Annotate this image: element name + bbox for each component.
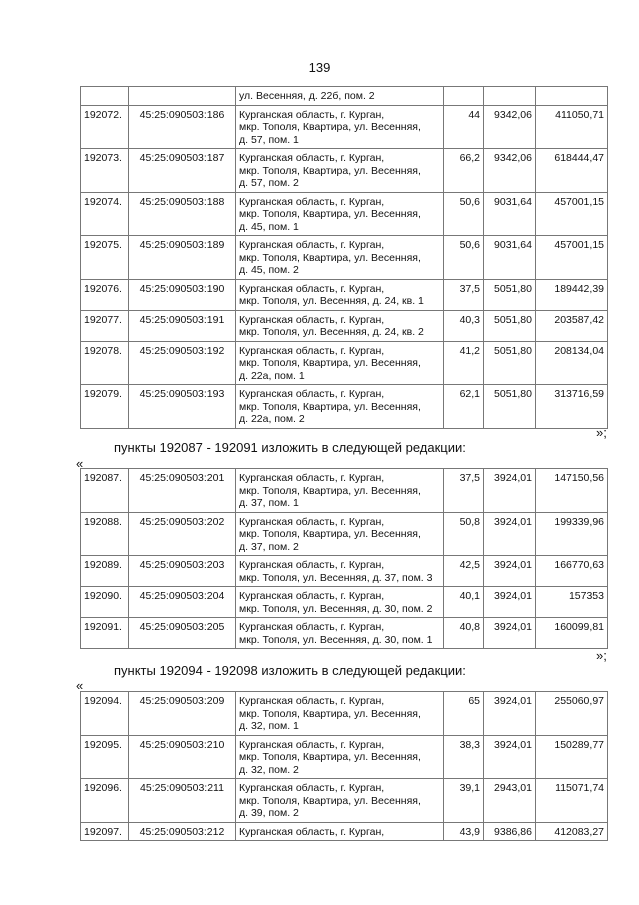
address-cell: Курганская область, г. Курган, мкр. Тополя, Квартира, ул. Весенняя, д. 57, пом. 2 [236, 149, 444, 193]
cadastral-number-cell: 45:25:090503:203 [129, 556, 236, 587]
cell-empty [484, 87, 536, 106]
cadastral-value-cell: 115071,74 [536, 779, 608, 823]
address-cell: Курганская область, г. Курган, мкр. Тополя, ул. Весенняя, д. 30, пом. 1 [236, 618, 444, 649]
table-row [81, 512, 608, 556]
table-row [81, 587, 608, 618]
cadastral-value-cell: 199339,96 [536, 512, 608, 556]
table-row [81, 105, 608, 149]
cell-empty [444, 87, 484, 106]
address-cell: Курганская область, г. Курган, мкр. Тополя, Квартира, ул. Весенняя, д. 45, пом. 1 [236, 192, 444, 236]
table-row [81, 822, 608, 841]
cadastral-number-cell: 45:25:090503:210 [129, 735, 236, 779]
unit-value-cell: 3924,01 [484, 587, 536, 618]
address-cell: Курганская область, г. Курган, мкр. Тополя, ул. Весенняя, д. 24, кв. 2 [236, 310, 444, 341]
row-number-cell: 192094. [81, 692, 129, 736]
cadastral-number-cell: 45:25:090503:209 [129, 692, 236, 736]
cadastral-value-cell: 618444,47 [536, 149, 608, 193]
cadastral-number-cell: 45:25:090503:190 [129, 279, 236, 310]
unit-value-cell: 3924,01 [484, 512, 536, 556]
cadastral-value-cell: 313716,59 [536, 385, 608, 429]
closing-quote: »; [596, 648, 607, 663]
cadastral-number-cell: 45:25:090503:188 [129, 192, 236, 236]
row-number-cell: 192091. [81, 618, 129, 649]
row-number-cell: 192089. [81, 556, 129, 587]
cadastral-value-cell: 147150,56 [536, 469, 608, 513]
area-cell: 50,6 [444, 236, 484, 280]
cadastral-value-cell: 411050,71 [536, 105, 608, 149]
unit-value-cell: 3924,01 [484, 735, 536, 779]
cadastral-value-cell: 150289,77 [536, 735, 608, 779]
page-number: 139 [308, 60, 331, 75]
address-cell: ул. Весенняя, д. 22б, пом. 2 [236, 87, 444, 106]
address-cell: Курганская область, г. Курган, мкр. Тополя, Квартира, ул. Весенняя, д. 45, пом. 2 [236, 236, 444, 280]
row-number-cell: 192075. [81, 236, 129, 280]
cadastral-number-cell: 45:25:090503:205 [129, 618, 236, 649]
area-cell: 39,1 [444, 779, 484, 823]
row-number-cell: 192095. [81, 735, 129, 779]
address-cell: Курганская область, г. Курган, мкр. Тополя, Квартира, ул. Весенняя, д. 32, пом. 2 [236, 735, 444, 779]
unit-value-cell: 5051,80 [484, 310, 536, 341]
row-number-cell: 192073. [81, 149, 129, 193]
row-number-cell: 192090. [81, 587, 129, 618]
table-row [81, 735, 608, 779]
opening-quote: « [76, 678, 84, 693]
address-cell: Курганская область, г. Курган, мкр. Тополя, Квартира, ул. Весенняя, д. 22а, пом. 1 [236, 341, 444, 385]
area-cell: 40,8 [444, 618, 484, 649]
unit-value-cell: 3924,01 [484, 556, 536, 587]
row-number-cell: 192087. [81, 469, 129, 513]
address-cell: Курганская область, г. Курган, мкр. Тополя, Квартира, ул. Весенняя, д. 39, пом. 2 [236, 779, 444, 823]
area-cell: 40,3 [444, 310, 484, 341]
unit-value-cell: 5051,80 [484, 341, 536, 385]
address-cell: Курганская область, г. Курган, мкр. Тополя, Квартира, ул. Весенняя, д. 22а, пом. 2 [236, 385, 444, 429]
row-number-cell: 192076. [81, 279, 129, 310]
registry-table-2 [80, 468, 608, 649]
unit-value-cell: 9342,06 [484, 105, 536, 149]
address-cell: Курганская область, г. Курган, мкр. Тополя, Квартира, ул. Весенняя, д. 37, пом. 1 [236, 469, 444, 513]
registry-table-3 [80, 691, 608, 841]
cadastral-value-cell: 160099,81 [536, 618, 608, 649]
area-cell: 44 [444, 105, 484, 149]
unit-value-cell: 2943,01 [484, 779, 536, 823]
cadastral-value-cell: 208134,04 [536, 341, 608, 385]
cadastral-number-cell: 45:25:090503:201 [129, 469, 236, 513]
row-number-cell: 192074. [81, 192, 129, 236]
amendment-instruction: пункты 192087 - 192091 изложить в следующей редакции: [114, 440, 466, 455]
cadastral-number-cell: 45:25:090503:193 [129, 385, 236, 429]
address-cell: Курганская область, г. Курган, мкр. Тополя, ул. Весенняя, д. 24, кв. 1 [236, 279, 444, 310]
area-cell: 43,9 [444, 822, 484, 841]
cadastral-value-cell: 412083,27 [536, 822, 608, 841]
area-cell: 62,1 [444, 385, 484, 429]
cadastral-value-cell: 255060,97 [536, 692, 608, 736]
table-row [81, 192, 608, 236]
cadastral-number-cell: 45:25:090503:202 [129, 512, 236, 556]
cadastral-number-cell: 45:25:090503:211 [129, 779, 236, 823]
row-number-cell: 192079. [81, 385, 129, 429]
cadastral-value-cell: 457001,15 [536, 236, 608, 280]
address-cell: Курганская область, г. Курган, мкр. Тополя, ул. Весенняя, д. 30, пом. 2 [236, 587, 444, 618]
cadastral-number-cell: 45:25:090503:204 [129, 587, 236, 618]
cadastral-number-cell: 45:25:090503:186 [129, 105, 236, 149]
address-cell: Курганская область, г. Курган, мкр. Тополя, ул. Весенняя, д. 37, пом. 3 [236, 556, 444, 587]
cadastral-number-cell: 45:25:090503:191 [129, 310, 236, 341]
cell-empty [81, 87, 129, 106]
cadastral-value-cell: 203587,42 [536, 310, 608, 341]
cell-empty [536, 87, 608, 106]
cadastral-value-cell: 457001,15 [536, 192, 608, 236]
row-number-cell: 192078. [81, 341, 129, 385]
area-cell: 50,8 [444, 512, 484, 556]
address-cell: Курганская область, г. Курган, [236, 822, 444, 841]
table-row [81, 279, 608, 310]
unit-value-cell: 3924,01 [484, 618, 536, 649]
row-number-cell: 192072. [81, 105, 129, 149]
table-row [81, 779, 608, 823]
area-cell: 42,5 [444, 556, 484, 587]
table-row [81, 236, 608, 280]
table-row [81, 310, 608, 341]
address-cell: Курганская область, г. Курган, мкр. Тополя, Квартира, ул. Весенняя, д. 57, пом. 1 [236, 105, 444, 149]
table-row [81, 341, 608, 385]
table-row [81, 618, 608, 649]
address-cell: Курганская область, г. Курган, мкр. Тополя, Квартира, ул. Весенняя, д. 37, пом. 2 [236, 512, 444, 556]
opening-quote: « [76, 456, 84, 471]
unit-value-cell: 9342,06 [484, 149, 536, 193]
row-number-cell: 192088. [81, 512, 129, 556]
table-row [81, 469, 608, 513]
table-row [81, 556, 608, 587]
area-cell: 66,2 [444, 149, 484, 193]
cadastral-value-cell: 166770,63 [536, 556, 608, 587]
cadastral-number-cell: 45:25:090503:187 [129, 149, 236, 193]
amendment-instruction: пункты 192094 - 192098 изложить в следующей редакции: [114, 663, 466, 678]
area-cell: 38,3 [444, 735, 484, 779]
unit-value-cell: 3924,01 [484, 692, 536, 736]
area-cell: 40,1 [444, 587, 484, 618]
cadastral-number-cell: 45:25:090503:212 [129, 822, 236, 841]
area-cell: 37,5 [444, 279, 484, 310]
unit-value-cell: 9031,64 [484, 236, 536, 280]
table-row-fragment [81, 87, 608, 106]
registry-table-1 [80, 86, 608, 429]
area-cell: 65 [444, 692, 484, 736]
row-number-cell: 192096. [81, 779, 129, 823]
area-cell: 37,5 [444, 469, 484, 513]
unit-value-cell: 9031,64 [484, 192, 536, 236]
unit-value-cell: 5051,80 [484, 279, 536, 310]
closing-quote: »; [596, 425, 607, 440]
row-number-cell: 192077. [81, 310, 129, 341]
unit-value-cell: 3924,01 [484, 469, 536, 513]
table-row [81, 385, 608, 429]
table-row [81, 149, 608, 193]
cadastral-value-cell: 157353 [536, 587, 608, 618]
address-cell: Курганская область, г. Курган, мкр. Тополя, Квартира, ул. Весенняя, д. 32, пом. 1 [236, 692, 444, 736]
cell-empty [129, 87, 236, 106]
cadastral-number-cell: 45:25:090503:189 [129, 236, 236, 280]
area-cell: 50,6 [444, 192, 484, 236]
table-row [81, 692, 608, 736]
area-cell: 41,2 [444, 341, 484, 385]
cadastral-number-cell: 45:25:090503:192 [129, 341, 236, 385]
row-number-cell: 192097. [81, 822, 129, 841]
cadastral-value-cell: 189442,39 [536, 279, 608, 310]
unit-value-cell: 9386,86 [484, 822, 536, 841]
unit-value-cell: 5051,80 [484, 385, 536, 429]
